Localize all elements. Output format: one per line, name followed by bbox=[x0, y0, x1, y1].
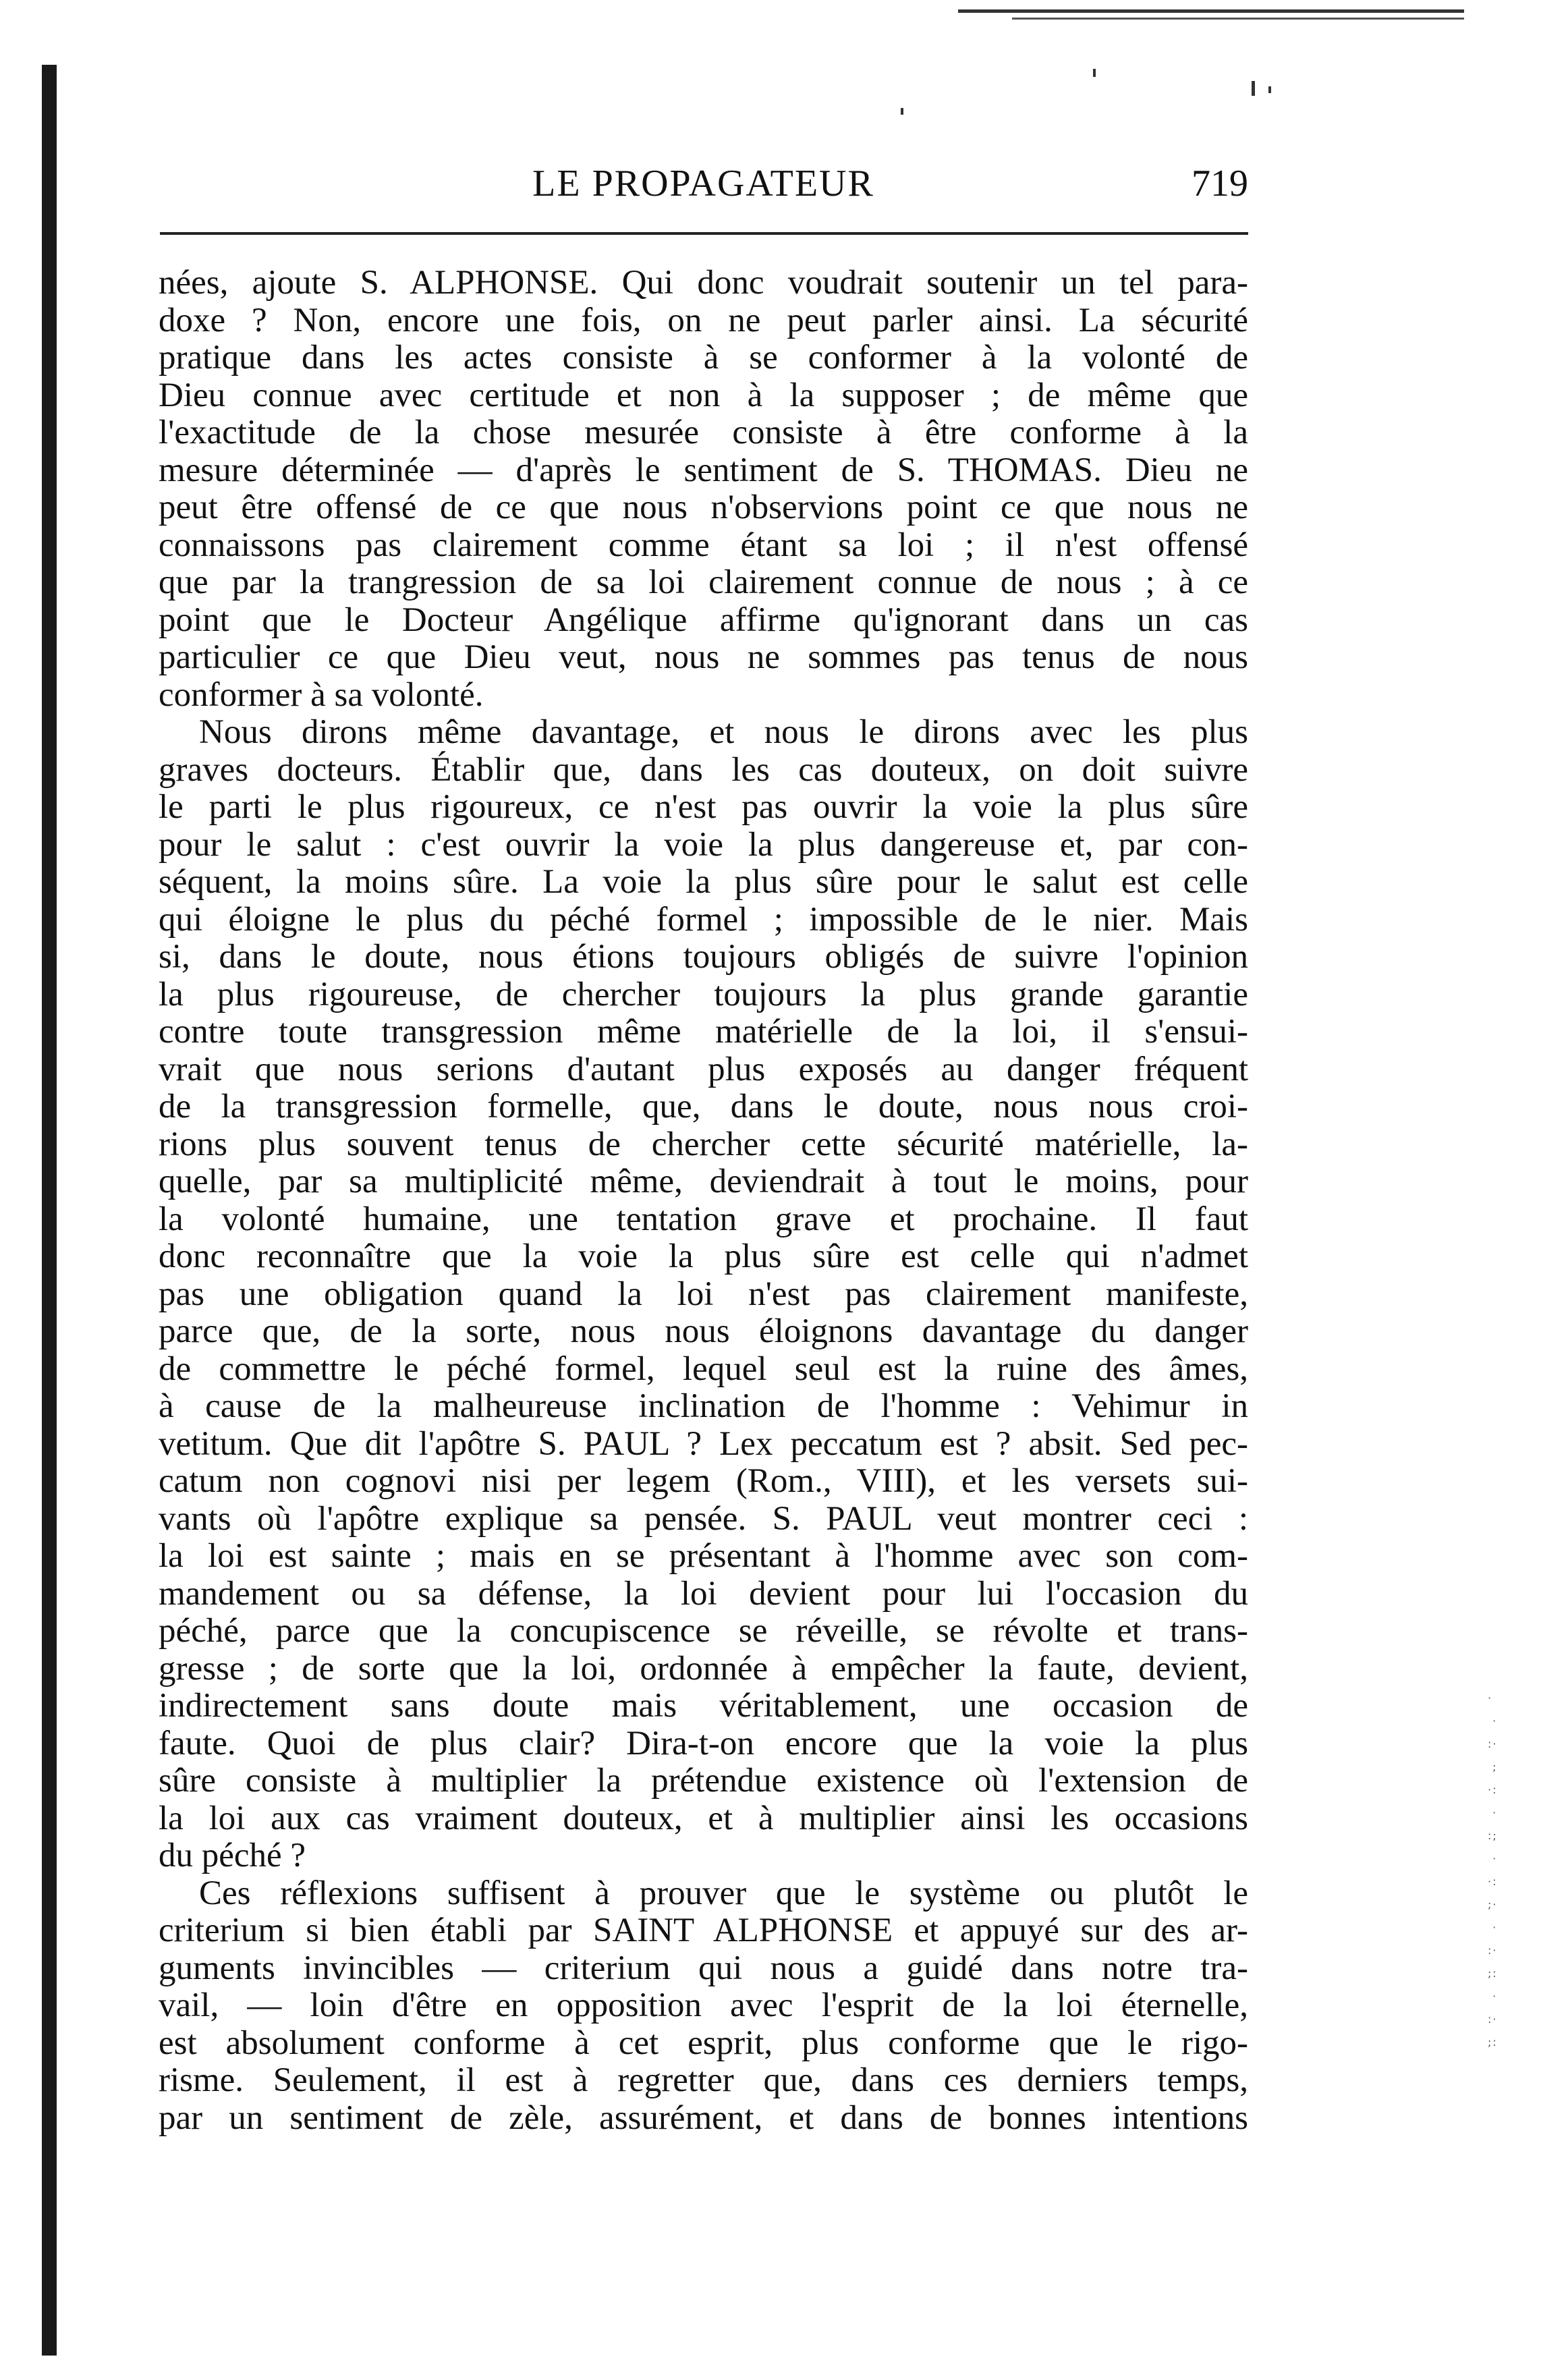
text-line: point que le Docteur Angélique affirme qu'ignorant dans un cas bbox=[159, 601, 1248, 639]
text-line: risme. Seulement, il est à regretter que, dans ces derniers temps, bbox=[159, 2061, 1248, 2099]
text-line: pour le salut : c'est ouvrir la voie la plus dangereuse et, par con- bbox=[159, 825, 1248, 864]
text-line: l'exactitude de la chose mesurée consiste à être conforme à la bbox=[159, 414, 1248, 451]
running-head bbox=[159, 162, 1248, 209]
text-line: contre toute transgression même matérielle de la loi, il s'ensui- bbox=[159, 1013, 1248, 1051]
text-line: qui éloigne le plus du péché formel ; impossible de le nier. Mais bbox=[159, 900, 1248, 939]
text-line: graves docteurs. Établir que, dans les cas douteux, on doit suivre bbox=[159, 750, 1248, 789]
paragraph bbox=[159, 264, 1248, 714]
text-line: vetitum. Que dit l'apôtre S. PAUL ? Lex peccatum est ? absit. Sed pec- bbox=[159, 1424, 1248, 1463]
text-line: mandement ou sa défense, la loi devient pour lui l'occasion du bbox=[159, 1574, 1248, 1613]
text-line: parce que, de la sorte, nous nous éloignons davantage du danger bbox=[159, 1312, 1248, 1350]
text-line: Dieu connue avec certitude et non à la supposer ; de même que bbox=[159, 376, 1248, 414]
text-line: Ces réflexions suffisent à prouver que le système ou plutôt le bbox=[199, 1874, 1248, 1912]
text-line: par un sentiment de zèle, assurément, et dans de bonnes intentions bbox=[159, 2098, 1248, 2137]
text-line: du péché ? bbox=[159, 1837, 306, 1874]
text-line: le parti le plus rigoureux, ce n'est pas ouvrir la voie la plus sûre bbox=[159, 788, 1248, 826]
text-line: la loi aux cas vraiment douteux, et à multiplier ainsi les occasions bbox=[159, 1799, 1248, 1837]
text-line: à cause de la malheureuse inclination de l'homme : Vehimur in bbox=[159, 1387, 1248, 1425]
text-line: que par la trangression de sa loi clairement connue de nous ; à ce bbox=[159, 563, 1248, 601]
text-line: mesure déterminée — d'après le sentiment de S. THOMAS. Dieu ne bbox=[159, 451, 1248, 489]
text-line: péché, parce que la concupiscence se réveille, se révolte et trans- bbox=[159, 1612, 1248, 1650]
text-line: vrait que nous serions d'autant plus exposés au danger fréquent bbox=[159, 1050, 1248, 1088]
text-line: peut être offensé de ce que nous n'observions point ce que nous ne bbox=[159, 489, 1248, 526]
text-line: la volonté humaine, une tentation grave et prochaine. Il faut bbox=[159, 1200, 1248, 1238]
header-rule bbox=[160, 232, 1248, 235]
text-line: guments invincibles — criterium qui nous a guidé dans notre tra- bbox=[159, 1949, 1248, 1987]
text-line: pas une obligation quand la loi n'est pas clairement manifeste, bbox=[159, 1275, 1248, 1313]
scan-speck bbox=[1252, 81, 1255, 96]
text-line: pratique dans les actes consiste à se conformer à la volonté de bbox=[159, 339, 1248, 377]
text-line: quelle, par sa multiplicité même, deviendrait à tout le moins, pour bbox=[159, 1163, 1248, 1200]
top-edge-rule bbox=[958, 9, 1464, 13]
text-line: doxe ? Non, encore une fois, on ne peut parler ainsi. La sécurité bbox=[159, 301, 1248, 339]
text-line: indirectement sans doute mais véritablement, une occasion de bbox=[159, 1687, 1248, 1725]
text-line: si, dans le doute, nous étions toujours obligés de suivre l'opinion bbox=[159, 938, 1248, 976]
text-line: de la transgression formelle, que, dans le doute, nous nous croi- bbox=[159, 1088, 1248, 1125]
text-line: Nous dirons même davantage, et nous le dirons avec les plus bbox=[199, 713, 1248, 751]
text-line: rions plus souvent tenus de chercher cette sécurité matérielle, la- bbox=[159, 1125, 1248, 1163]
text-line: gresse ; de sorte que la loi, ordonnée à empêcher la faute, devient, bbox=[159, 1649, 1248, 1688]
text-line: conformer à sa volonté. bbox=[159, 675, 484, 714]
text-line: de commettre le péché formel, lequel seul est la ruine des âmes, bbox=[159, 1349, 1248, 1388]
text-line: criterium si bien établi par SAINT ALPHONSE et appuyé sur des ar- bbox=[159, 1912, 1248, 1949]
text-line: catum non cognovi nisi per legem (Rom., VIII), et les versets sui- bbox=[159, 1462, 1248, 1500]
page-binding-edge bbox=[42, 65, 57, 2356]
text-line: sûre consiste à multiplier la prétendue existence où l'extension de bbox=[159, 1762, 1248, 1800]
text-line: faute. Quoi de plus clair? Dira-t-on encore que la voie la plus bbox=[159, 1724, 1248, 1762]
text-line: donc reconnaître que la voie la plus sûre est celle qui n'admet bbox=[159, 1237, 1248, 1275]
scan-speck bbox=[1093, 69, 1096, 77]
text-line: nées, ajoute S. ALPHONSE. Qui donc voudrait soutenir un tel para- bbox=[159, 264, 1248, 302]
text-line: est absolument conforme à cet esprit, plus conforme que le rigo- bbox=[159, 2024, 1248, 2062]
page-number: 719 bbox=[1192, 163, 1248, 204]
paragraph bbox=[159, 1875, 1248, 2138]
text-line: la loi est sainte ; mais en se présentant à l'homme avec son com- bbox=[159, 1537, 1248, 1575]
text-line: la plus rigoureuse, de chercher toujours la plus grande garantie bbox=[159, 975, 1248, 1013]
text-line: séquent, la moins sûre. La voie la plus sûre pour le salut est celle bbox=[159, 863, 1248, 901]
top-edge-rule-thin bbox=[1012, 18, 1464, 20]
text-line: vants où l'apôtre explique sa pensée. S. PAUL veut montrer ceci : bbox=[159, 1499, 1248, 1538]
text-line: connaissons pas clairement comme étant sa loi ; il n'est offensé bbox=[159, 526, 1248, 564]
scan-speck bbox=[901, 108, 903, 115]
scan-edge-noise: · · :· ; ·: · :; · ·: ;· · :· ;: · :· ;: bbox=[1488, 1692, 1498, 2049]
text-body bbox=[159, 264, 1248, 2137]
running-title: LE PROPAGATEUR bbox=[532, 163, 874, 204]
scan-speck bbox=[1268, 86, 1271, 93]
text-line: vail, — loin d'être en opposition avec l'esprit de la loi éternelle, bbox=[159, 1986, 1248, 2024]
text-line: particulier ce que Dieu veut, nous ne sommes pas tenus de nous bbox=[159, 638, 1248, 676]
paragraph bbox=[159, 714, 1248, 1875]
